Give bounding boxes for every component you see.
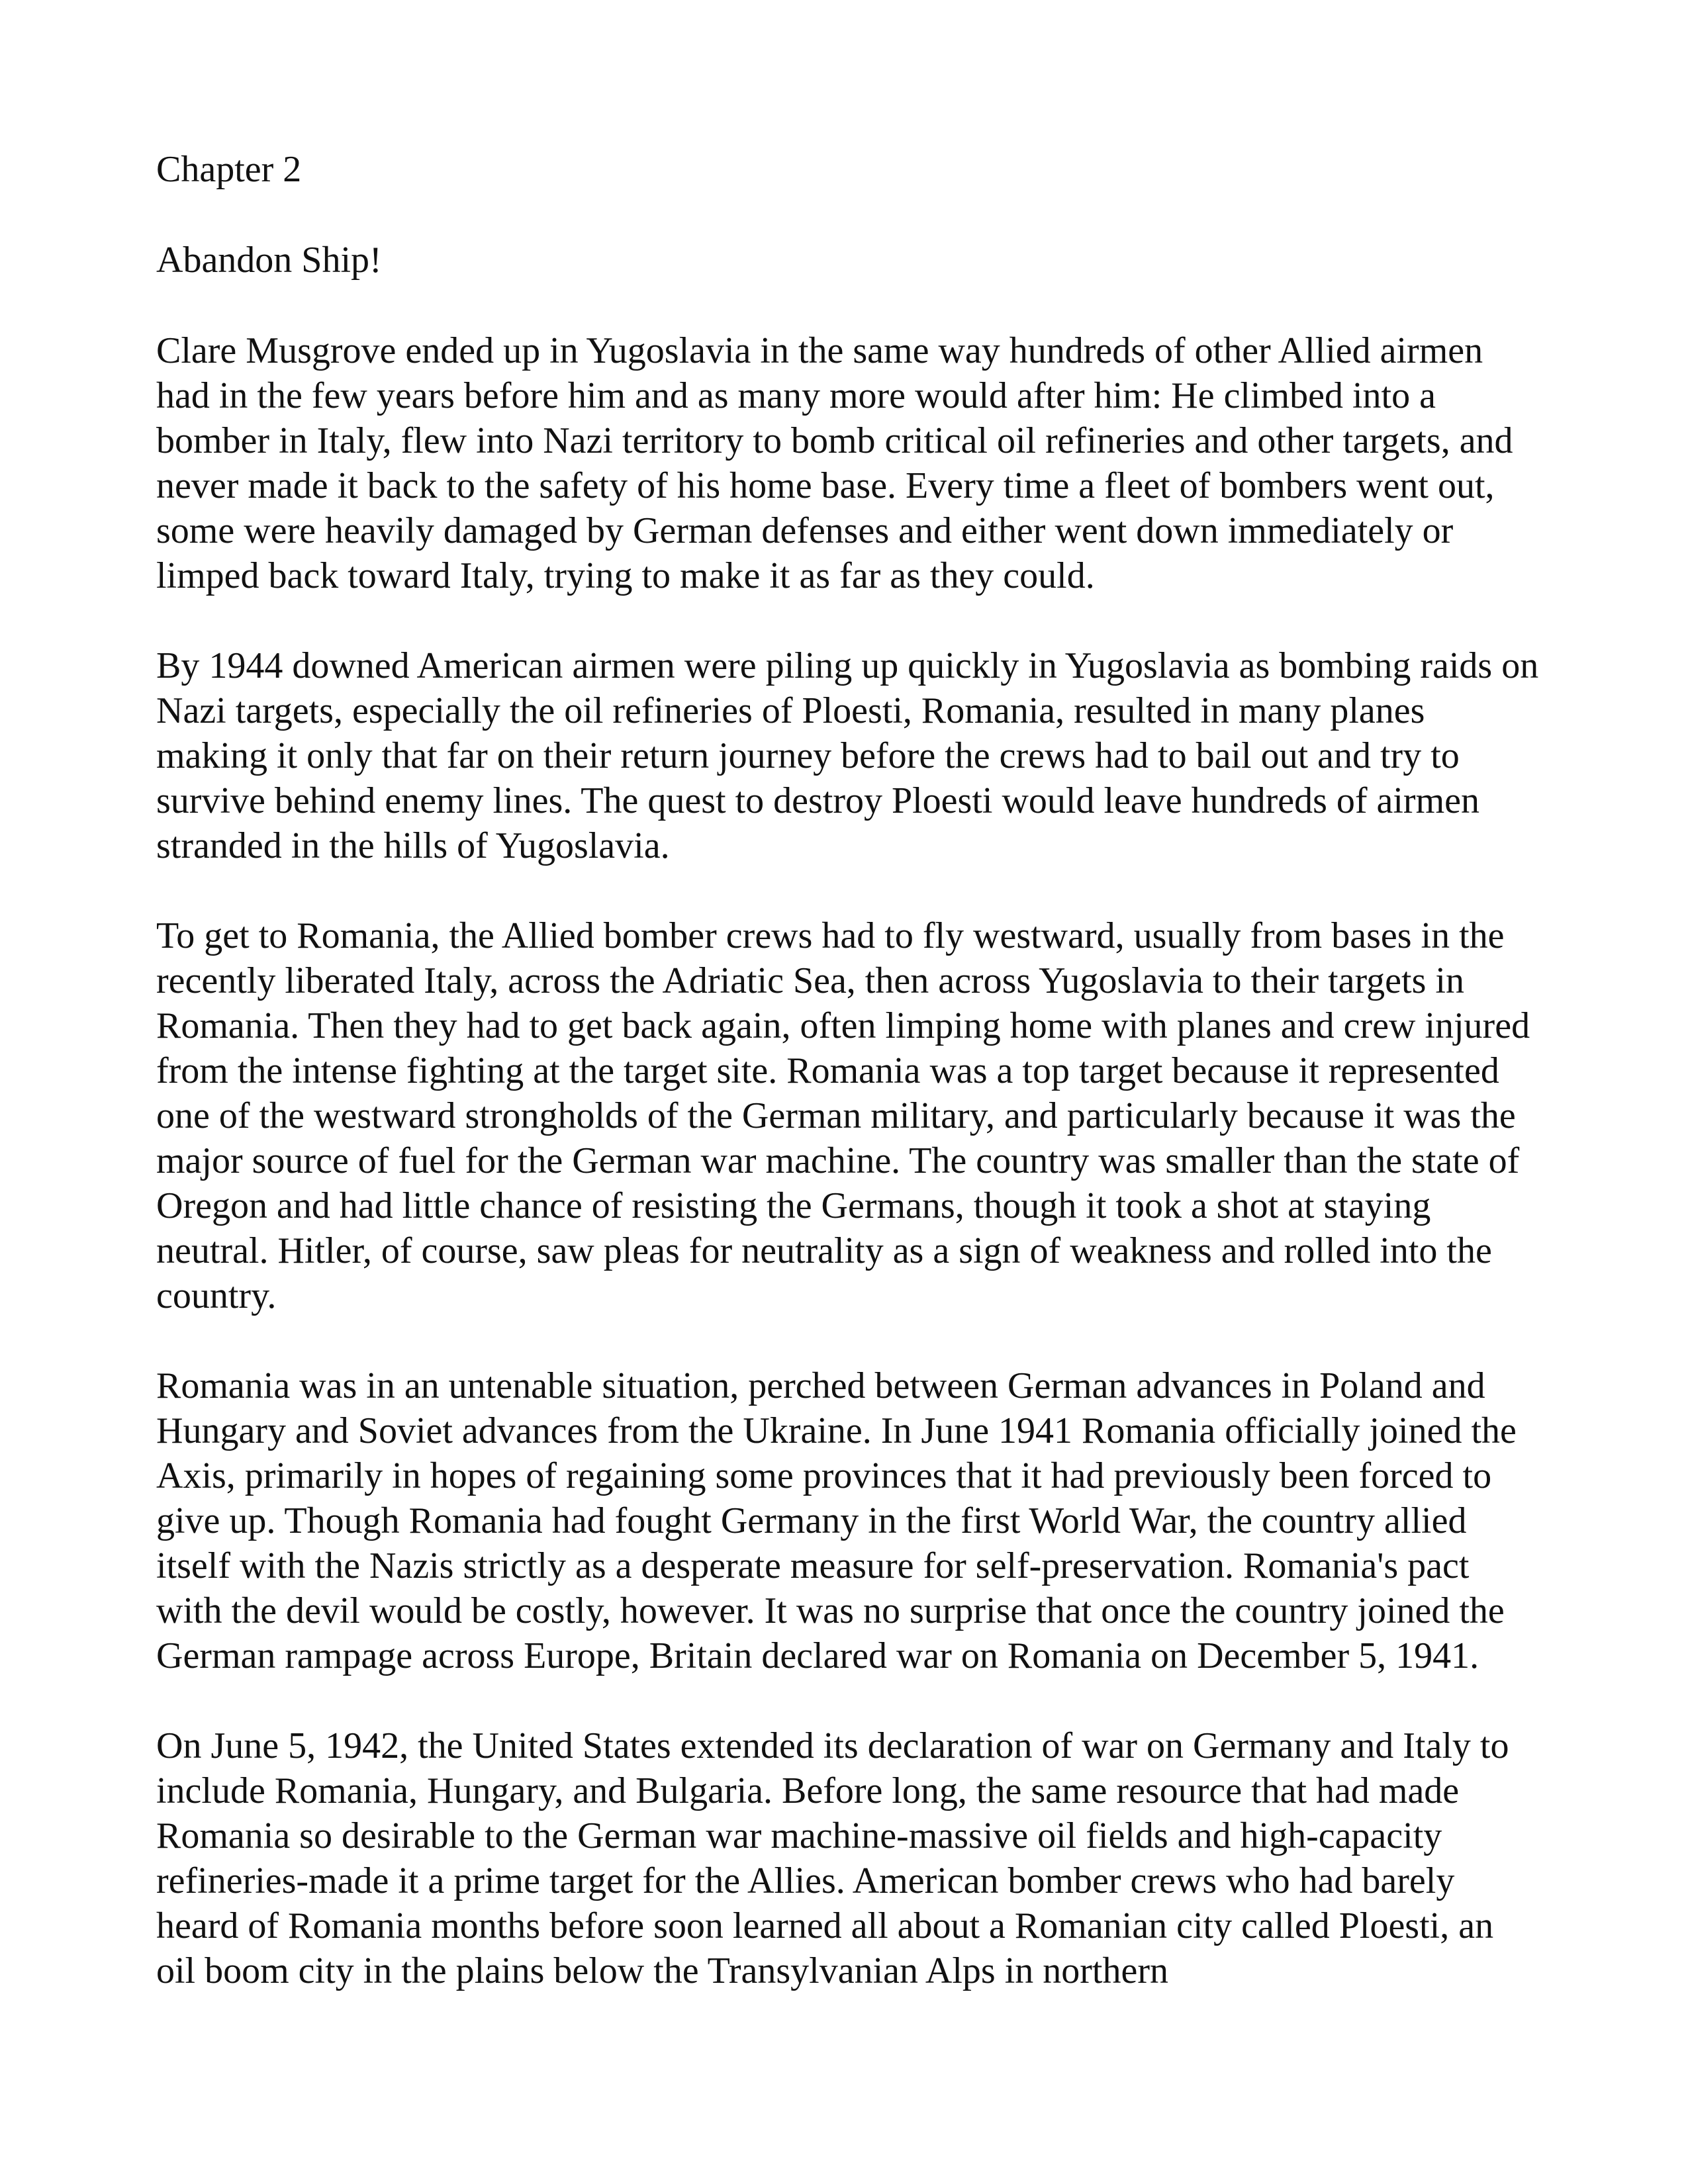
body-paragraph: Clare Musgrove ended up in Yugoslavia in the same way hundreds of other Allied airmen had in the few years before him and as many more would after him: He climbed into a bomber in Italy, flew into Nazi territory to bomb critical oil refineries and other targets, and never made it back to the safety of his home base. Every time a fleet of bombers went out, some were heavily damaged by German defenses and either went down immediately or limped back toward Italy, trying to make it as far as they could. bbox=[156, 330, 1513, 596]
body-paragraph: By 1944 downed American airmen were piling up quickly in Yugoslavia as bombing raids on Nazi targets, especially the oil refineries of Ploesti, Romania, resulted in many planes making it only that far on their return journey before the crews had to bail out and try to survive behind enemy lines. The quest to destroy Ploesti would leave hundreds of airmen stranded in the hills of Yugoslavia. bbox=[156, 645, 1539, 866]
page-body bbox=[156, 147, 1540, 2038]
chapter-title: Abandon Ship! bbox=[156, 240, 382, 281]
body-paragraph: On June 5, 1942, the United States extended its declaration of war on Germany and Italy to include Romania, Hungary, and Bulgaria. Before long, the same resource that had made Romania so desirable to the German war machine-massive oil fields and high-capacity refineries-made it a prime target for the Allies. American bomber crews who had barely heard of Romania months before soon learned all about a Romanian city called Ploesti, an oil boom city in the plains below the Transylvanian Alps in northern bbox=[156, 1725, 1509, 1991]
body-paragraph: Romania was in an untenable situation, perched between German advances in Poland and Hungary and Soviet advances from the Ukraine. In June 1941 Romania officially joined the Axis, primarily in hopes of regaining some provinces that it had previously been forced to give up. Though Romania had fought Germany in the first World War, the country allied itself with the Nazis strictly as a desperate measure for self-preservation. Romania's pact with the devil would be costly, however. It was no surprise that once the country joined the German rampage across Europe, Britain declared war on Romania on December 5, 1941. bbox=[156, 1365, 1517, 1676]
chapter-label: Chapter 2 bbox=[156, 149, 302, 190]
body-paragraph: To get to Romania, the Allied bomber crews had to fly westward, usually from bases in the recently liberated Italy, across the Adriatic Sea, then across Yugoslavia to their targets in Romania. Then they had to get back again, often limping home with planes and crew injured from the intense fighting at the target site. Romania was a top target because it represented one of the westward strongholds of the German military, and particularly because it was the major source of fuel for the German war machine. The country was smaller than the state of Oregon and had little chance of resisting the Germans, though it took a shot at staying neutral. Hitler, of course, saw pleas for neutrality as a sign of weakness and rolled into the country. bbox=[156, 915, 1530, 1316]
